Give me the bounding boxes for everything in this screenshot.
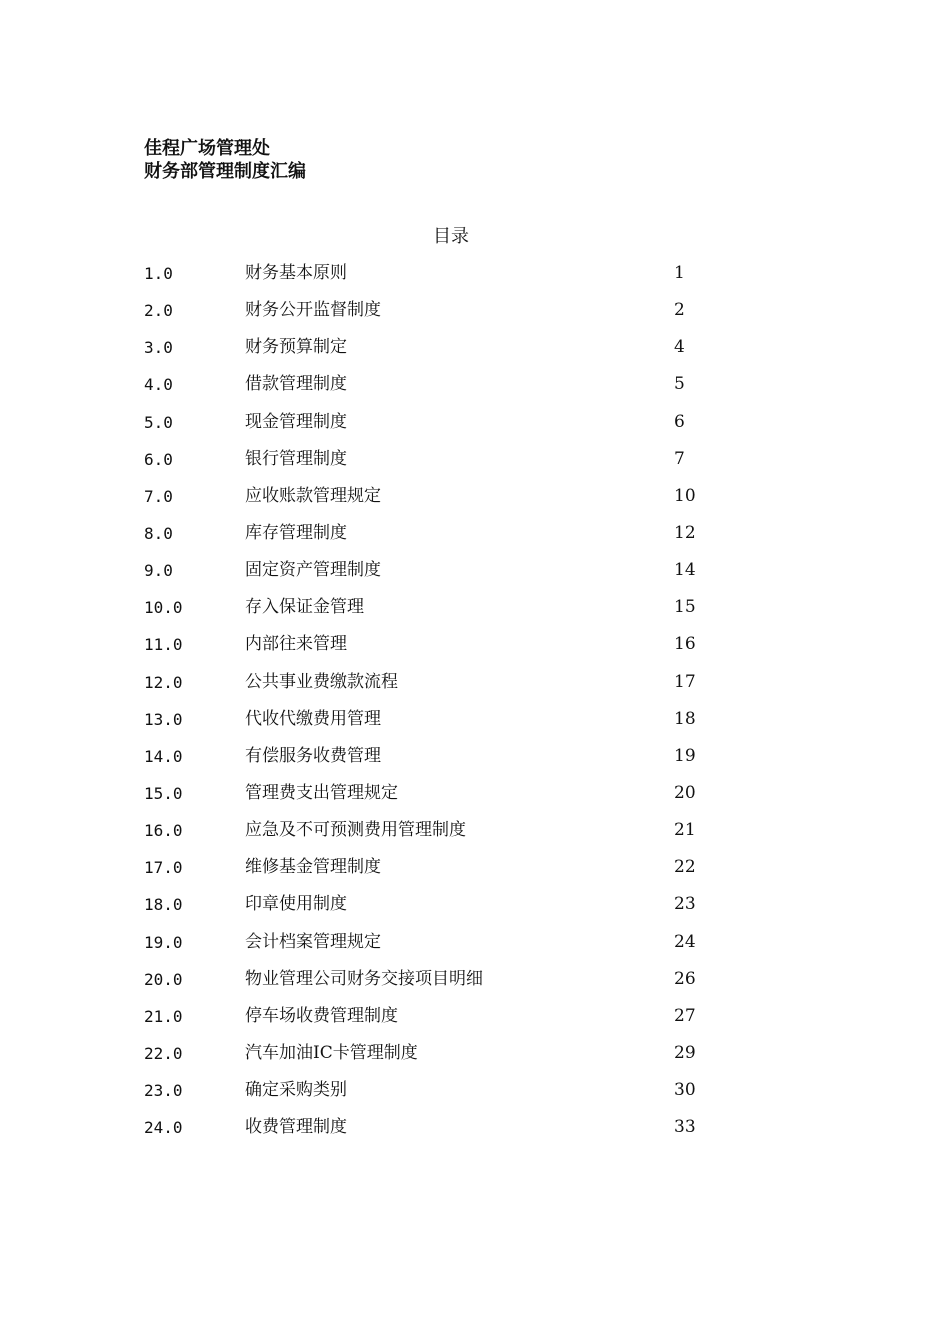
toc-entry-page: 10: [674, 485, 696, 506]
toc-entry-title: 财务预算制定: [245, 337, 347, 358]
toc-entry-number: 19.0: [144, 932, 183, 952]
toc-entry-number: 21.0: [144, 1006, 183, 1026]
toc-entry-title: 确定采购类别: [245, 1080, 347, 1101]
table-of-contents: [144, 255, 704, 1146]
toc-entry-page: 27: [674, 1005, 696, 1026]
toc-title: 目录: [433, 226, 469, 247]
toc-entry-page: 21: [674, 820, 696, 841]
toc-entry: [144, 329, 704, 366]
toc-entry-number: 15.0: [144, 783, 183, 803]
toc-entry-page: 15: [674, 597, 696, 618]
toc-entry: [144, 292, 704, 329]
toc-entry: [144, 961, 704, 998]
toc-entry: [144, 589, 704, 626]
toc-entry: [144, 366, 704, 403]
toc-entry-page: 30: [674, 1080, 696, 1101]
toc-entry-page: 23: [674, 894, 696, 915]
document-title: 财务部管理制度汇编: [144, 161, 306, 182]
toc-entry-page: 20: [674, 782, 696, 803]
toc-entry-number: 22.0: [144, 1043, 183, 1063]
toc-entry-number: 4.0: [144, 375, 173, 395]
toc-entry-title: 管理费支出管理规定: [245, 782, 398, 803]
toc-entry-title: 存入保证金管理: [245, 597, 364, 618]
toc-entry: [144, 404, 704, 441]
toc-entry-number: 11.0: [144, 635, 183, 655]
toc-entry-number: 13.0: [144, 709, 183, 729]
toc-entry-title: 汽车加油IC卡管理制度: [245, 1042, 418, 1063]
toc-entry-page: 22: [674, 857, 696, 878]
toc-entry: [144, 886, 704, 923]
toc-entry-number: 9.0: [144, 561, 173, 581]
toc-entry-number: 5.0: [144, 412, 173, 432]
toc-entry-number: 17.0: [144, 858, 183, 878]
toc-entry-title: 物业管理公司财务交接项目明细: [245, 968, 483, 989]
toc-entry-title: 现金管理制度: [245, 411, 347, 432]
toc-entry-page: 19: [674, 745, 696, 766]
toc-entry: [144, 998, 704, 1035]
toc-entry-title: 内部往来管理: [245, 634, 347, 655]
toc-entry: [144, 1072, 704, 1109]
toc-entry-number: 10.0: [144, 598, 183, 618]
toc-entry-page: 33: [674, 1117, 696, 1138]
toc-entry-title: 代收代缴费用管理: [245, 708, 381, 729]
toc-entry-title: 维修基金管理制度: [245, 857, 381, 878]
toc-entry-title: 银行管理制度: [245, 448, 347, 469]
toc-entry-title: 应急及不可预测费用管理制度: [245, 820, 466, 841]
toc-entry-number: 2.0: [144, 301, 173, 321]
toc-entry-page: 29: [674, 1042, 696, 1063]
toc-entry: [144, 924, 704, 961]
toc-entry: [144, 552, 704, 589]
toc-entry-number: 14.0: [144, 746, 183, 766]
toc-entry: [144, 515, 704, 552]
toc-entry-number: 24.0: [144, 1118, 183, 1138]
toc-entry: [144, 664, 704, 701]
toc-entry: [144, 849, 704, 886]
organization-name: 佳程广场管理处: [144, 138, 270, 159]
toc-entry-page: 14: [674, 560, 696, 581]
toc-entry: [144, 738, 704, 775]
toc-entry-title: 借款管理制度: [245, 374, 347, 395]
toc-entry-page: 4: [674, 337, 685, 358]
toc-entry-page: 1: [674, 263, 685, 283]
toc-entry-page: 18: [674, 708, 696, 729]
toc-entry-title: 库存管理制度: [245, 522, 347, 543]
toc-entry-title: 会计档案管理规定: [245, 931, 381, 952]
toc-entry: [144, 812, 704, 849]
toc-entry-number: 16.0: [144, 821, 183, 841]
toc-entry-page: 16: [674, 634, 696, 655]
toc-entry-number: 23.0: [144, 1081, 183, 1101]
toc-entry-page: 24: [674, 931, 696, 952]
document-header: [144, 137, 306, 183]
toc-entry-page: 2: [674, 300, 685, 321]
toc-entry-title: 有偿服务收费管理: [245, 745, 381, 766]
toc-entry-title: 应收账款管理规定: [245, 485, 381, 506]
toc-entry-number: 3.0: [144, 338, 173, 358]
toc-entry-page: 12: [674, 522, 696, 543]
toc-entry-number: 18.0: [144, 895, 183, 915]
toc-entry-title: 财务公开监督制度: [245, 300, 381, 321]
toc-entry-number: 8.0: [144, 523, 173, 543]
toc-entry-page: 6: [674, 411, 685, 432]
toc-entry-title: 固定资产管理制度: [245, 560, 381, 581]
toc-entry-number: 12.0: [144, 672, 183, 692]
toc-entry: [144, 701, 704, 738]
toc-entry: [144, 478, 704, 515]
toc-entry-number: 7.0: [144, 486, 173, 506]
toc-entry: [144, 441, 704, 478]
toc-entry-page: 26: [674, 968, 696, 989]
toc-entry-number: 20.0: [144, 969, 183, 989]
toc-entry-title: 印章使用制度: [245, 894, 347, 915]
toc-entry-number: 6.0: [144, 449, 173, 469]
toc-entry-page: 5: [674, 374, 685, 395]
toc-entry-title: 公共事业费缴款流程: [245, 671, 398, 692]
toc-entry-page: 7: [674, 448, 685, 469]
toc-entry: [144, 255, 704, 292]
toc-entry-title: 停车场收费管理制度: [245, 1005, 398, 1026]
toc-entry-title: 收费管理制度: [245, 1117, 347, 1138]
toc-entry: [144, 626, 704, 663]
toc-entry: [144, 775, 704, 812]
toc-entry-number: 1.0: [144, 264, 173, 283]
toc-entry-page: 17: [674, 671, 696, 692]
toc-entry-title: 财务基本原则: [245, 263, 347, 283]
toc-entry: [144, 1035, 704, 1072]
toc-entry: [144, 1109, 704, 1146]
